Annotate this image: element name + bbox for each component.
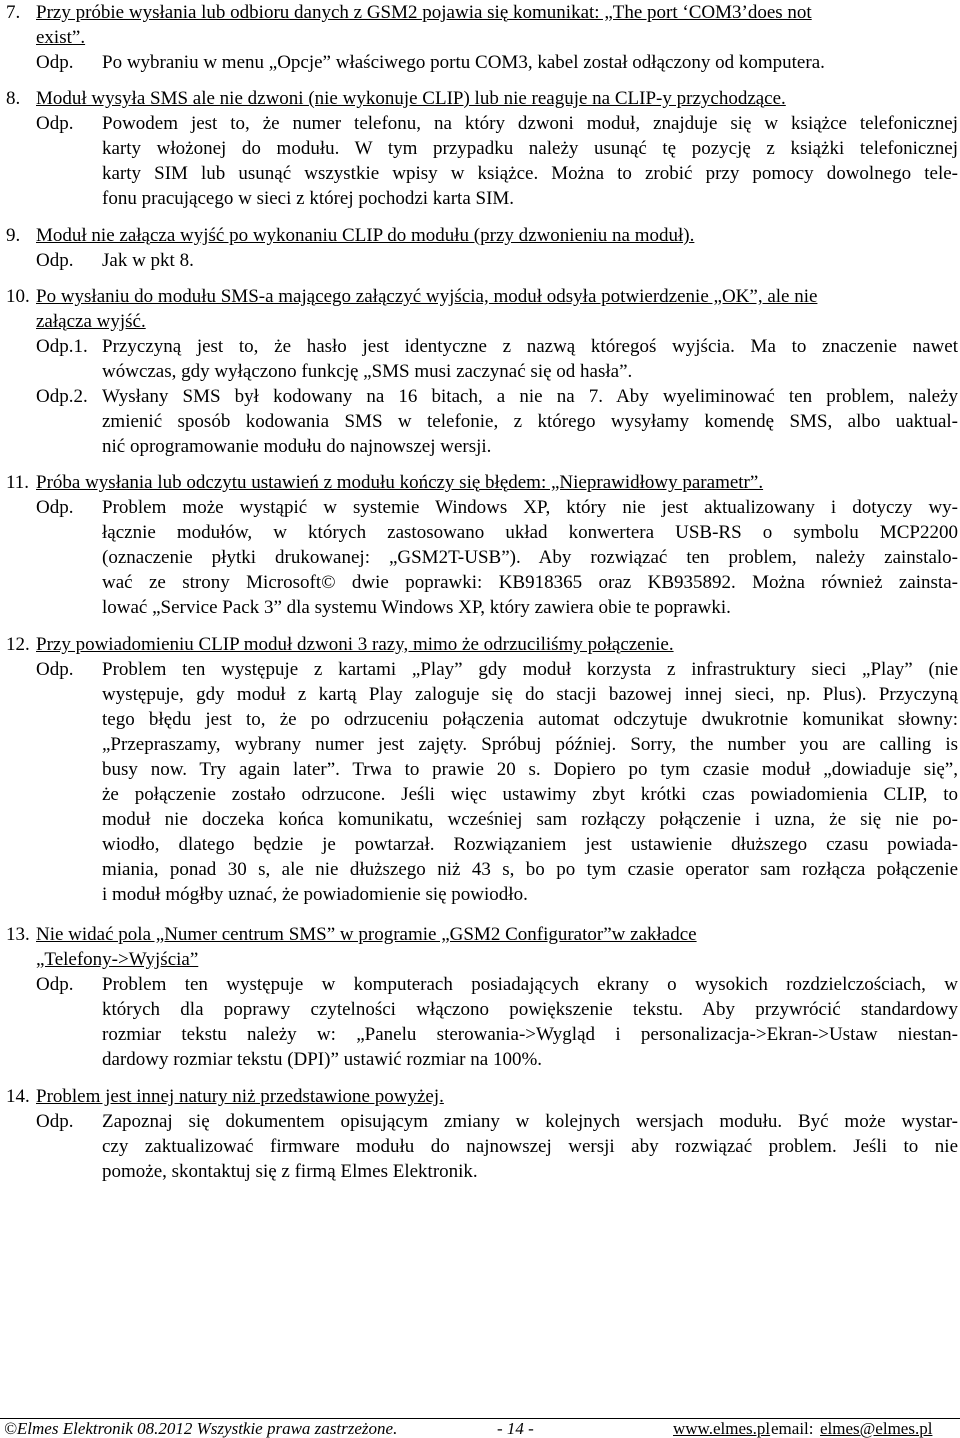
faq-number: 12.	[6, 634, 30, 655]
answer-line: wówczas, gdy wyłączono funkcję „SMS musi zaczynać się od hasła”.	[102, 361, 633, 382]
faq-question-text	[36, 223, 956, 248]
answer-text	[102, 384, 958, 459]
answer-label: Odp.	[36, 1111, 74, 1132]
faq-question-text	[36, 632, 956, 657]
faq-question-text	[36, 0, 956, 50]
answer-label: Odp.	[36, 250, 74, 271]
answer-line: karty SIM lub usunąć wszystkie wpisy w książce. Można to zrobić przy pomocy dowolnego tele-	[102, 163, 958, 184]
answer-label: Odp.2.	[36, 386, 88, 407]
faq-number: 11.	[6, 472, 30, 493]
answer-label: Odp.	[36, 497, 74, 518]
answer-line: występuje, gdy moduł z kartą Play zaloguje się do stacji bazowej innej sieci, np. Plus). Przyczyną	[102, 684, 958, 705]
answer-label: Odp.	[36, 659, 74, 680]
question-line: Próba wysłania lub odczytu ustawień z modułu kończy się błędem: „Nieprawidłowy parametr”.	[36, 472, 764, 493]
faq-number: 14.	[6, 1086, 30, 1107]
footer-copyright: ©Elmes Elektronik 08.2012 Wszystkie prawa zastrzeżone.	[4, 1419, 398, 1438]
question-line: Problem jest innej natury niż przedstawione powyżej.	[36, 1086, 444, 1107]
answer-line: Zapoznaj się dokumentem opisującym zmiany w kolejnych wersjach modułu. Być może wystar-	[102, 1111, 958, 1132]
answer-text	[102, 1109, 958, 1184]
answer-label: Odp.	[36, 52, 74, 73]
answer-line: fonu pracującego w sieci z której pochodzi karta SIM.	[102, 188, 515, 209]
answer-line: że połączenie zostało odrzucone. Jeśli więc ustawimy zbyt krótki czas powiadomienia CLIP, to	[102, 784, 958, 805]
answer-line: Problem może wystąpić w systemie Windows XP, który nie jest aktualizowany i dotyczy wy-	[102, 497, 958, 518]
page-footer	[0, 1418, 960, 1438]
question-line: Po wysłaniu do modułu SMS-a mającego załączyć wyjścia, moduł odsyła potwierdzenie „OK”, ale nie	[36, 286, 818, 307]
answer-line: i moduł mógłby uznać, że powiadomienie się powiodło.	[102, 884, 528, 905]
answer-line: dardowy rozmiar tekstu (DPI)” ustawić rozmiar na 100%.	[102, 1049, 543, 1070]
question-line: Nie widać pola „Numer centrum SMS” w programie „GSM2 Configurator”w zakładce	[36, 924, 697, 945]
question-line: Przy próbie wysłania lub odbioru danych z GSM2 pojawia się komunikat: „The port ‘COM3’does not	[36, 2, 812, 23]
question-line: Moduł wysyła SMS ale nie dzwoni (nie wykonuje CLIP) lub nie reaguje na CLIP-y przychodzące.	[36, 88, 786, 109]
answer-line: Problem ten występuje z kartami „Play” gdy moduł korzysta z infrastruktury sieci „Play” (nie	[102, 659, 958, 680]
faq-question-text	[36, 470, 956, 495]
answer-line: łącznie modułów, w których zastosowano układ konwertera USB-RS o symbolu MCP2200	[102, 522, 958, 543]
answer-line: rozmiar tekstu należy w: „Panelu sterowania->Wygląd i personalizacja->Ekran->Ustaw niestan-	[102, 1024, 958, 1045]
answer-line: czy zaktualizować firmware modułu do najnowszej wersji aby rozwiązać problem. Jeśli to nie	[102, 1136, 958, 1157]
answer-line: Jak w pkt 8.	[102, 250, 194, 271]
question-line: „Telefony->Wyjścia”	[36, 949, 199, 970]
answer-line: karty włożonej do modułu. W tym przypadku należy usunąć tę pozycję z książki telefonicznej	[102, 138, 958, 159]
answer-line: Problem ten występuje w komputerach posiadających ekrany o wysokich rozdzielczościach, w	[102, 974, 958, 995]
answer-line: wiodło, dlatego będzie je powtarzał. Rozwiązaniem jest ustawienie dłuższego czasu powiada-	[102, 834, 958, 855]
answer-text	[102, 248, 958, 273]
answer-line: Wysłany SMS był kodowany na 16 bitach, a nie na 7. Aby wyeliminować ten problem, należy	[102, 386, 958, 407]
question-line: Moduł nie załącza wyjść po wykonaniu CLIP do modułu (przy dzwonieniu na moduł).	[36, 225, 695, 246]
answer-text	[102, 50, 958, 75]
answer-line: wać ze strony Microsoft© dwie poprawki: KB918365 oraz KB935892. Można również zainsta-	[102, 572, 958, 593]
question-line: załącza wyjść.	[36, 311, 146, 332]
answer-line: Po wybraniu w menu „Opcje” właściwego portu COM3, kabel został odłączony od komputera.	[102, 52, 825, 73]
answer-line: miania, ponad 30 s, ale nie dłuższego niż 43 s, bo po tym czasie operator sam rozłącza połączenie	[102, 859, 958, 880]
answer-line: tego błędu jest to, że po odrzuceniu połączenia automat odczytuje dwukrotnie komunikat słowny:	[102, 709, 958, 730]
answer-line: Przyczyną jest to, że hasło jest identyczne z nazwą któregoś wyjścia. Ma to znaczenie nawet	[102, 336, 958, 357]
answer-text	[102, 657, 958, 907]
faq-question-text	[36, 922, 956, 972]
faq-question-text	[36, 1084, 956, 1109]
footer-email-link[interactable]: elmes@elmes.pl	[820, 1419, 933, 1438]
footer-page-number: - 14 -	[497, 1419, 534, 1438]
answer-text	[102, 111, 958, 211]
question-line: exist”.	[36, 27, 86, 48]
faq-number: 10.	[6, 286, 30, 307]
question-line: Przy powiadomieniu CLIP moduł dzwoni 3 razy, mimo że odrzuciliśmy połączenie.	[36, 634, 674, 655]
answer-text	[102, 972, 958, 1072]
answer-line: moduł nie doczeka końca komunikatu, wcześniej sam rozłączy połączenie i uzna, że się nie po-	[102, 809, 958, 830]
footer-website-link[interactable]: www.elmes.pl	[673, 1419, 771, 1438]
answer-line: Powodem jest to, że numer telefonu, na który dzwoni moduł, znajduje się w książce telefonicznej	[102, 113, 958, 134]
answer-label: Odp.	[36, 113, 74, 134]
answer-text	[102, 495, 958, 620]
answer-label: Odp.	[36, 974, 74, 995]
answer-line: lować „Service Pack 3” dla systemu Windows XP, który zawiera obie te poprawki.	[102, 597, 731, 618]
answer-line: „Przepraszamy, wybrany numer jest zajęty. Spróbuj później. Sorry, the number you are calling is	[102, 734, 958, 755]
answer-text	[102, 334, 958, 384]
faq-number: 7.	[6, 2, 21, 23]
faq-question-text	[36, 86, 956, 111]
answer-line: nić oprogramowanie modułu do najnowszej wersji.	[102, 436, 492, 457]
answer-line: pomoże, skontaktuj się z firmą Elmes Elektronik.	[102, 1161, 478, 1182]
faq-number: 9.	[6, 225, 21, 246]
faq-question-text	[36, 284, 956, 334]
answer-line: których dla poprawy czytelności włączono powiększenie tekstu. Aby przywrócić standardowy	[102, 999, 958, 1020]
answer-line: busy now. Try again later”. Trwa to prawie 20 s. Dopiero po tym czasie moduł „dowiaduje się”,	[102, 759, 958, 780]
footer-email-label: email:	[771, 1419, 814, 1438]
faq-number: 13.	[6, 924, 30, 945]
answer-line: zmienić sposób kodowania SMS w telefonie, z którego wysyłamy komendę SMS, albo uaktual-	[102, 411, 958, 432]
answer-line: (oznaczenie płytki drukowanej: „GSM2T-USB”). Aby rozwiązać ten problem, należy zainstalo-	[102, 547, 958, 568]
faq-number: 8.	[6, 88, 21, 109]
answer-label: Odp.1.	[36, 336, 88, 357]
